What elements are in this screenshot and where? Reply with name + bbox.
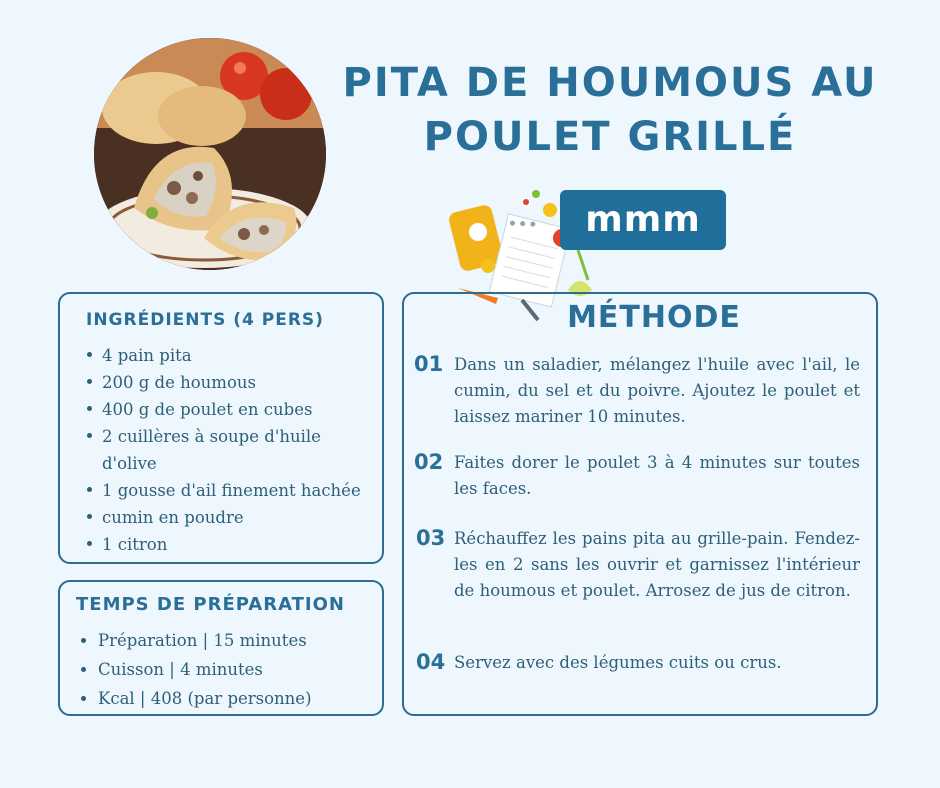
list-item: 1 citron: [78, 531, 368, 558]
list-item: Kcal | 408 (par personne): [76, 684, 376, 713]
prep-time-list: [76, 626, 376, 713]
list-item: Préparation | 15 minutes: [76, 626, 376, 655]
list-item: cumin en poudre: [78, 504, 368, 531]
step-number: 02: [414, 450, 444, 474]
step-number: 04: [416, 650, 446, 674]
recipe-title: PITA DE HOUMOUS AU POULET GRILLÉ: [342, 60, 878, 160]
method-box: [402, 292, 878, 716]
step-number: 01: [414, 352, 444, 376]
prep-time-box: [58, 580, 384, 716]
step-number: 03: [416, 526, 446, 550]
list-item: 2 cuillères à soupe d'huile d'olive: [78, 423, 368, 477]
step-text: Faites dorer le poulet 3 à 4 minutes sur toutes les faces.: [454, 453, 860, 498]
prep-time-title: TEMPS DE PRÉPARATION: [76, 594, 345, 615]
mmm-badge: mmm: [560, 190, 726, 250]
list-item: 400 g de poulet en cubes: [78, 396, 368, 423]
list-item: 200 g de houmous: [78, 369, 368, 396]
method-title: MÉTHODE: [567, 300, 741, 335]
pita-photo: [94, 38, 326, 270]
list-item: Cuisson | 4 minutes: [76, 655, 376, 684]
ingredients-title: INGRÉDIENTS (4 PERS): [86, 310, 324, 330]
ingredients-list: [78, 342, 368, 558]
ingredients-box: [58, 292, 384, 564]
step-text: Servez avec des légumes cuits ou crus.: [454, 653, 782, 672]
step-text: Dans un saladier, mélangez l'huile avec l'ail, le cumin, du sel et du poivre. Ajoutez le poulet et laissez mariner 10 minutes.: [454, 355, 860, 426]
step-text: Réchauffez les pains pita au grille-pain. Fendez-les en 2 sans les ouvrir et garnissez l'intérieur de houmous et poulet. Arrosez de jus de citron.: [454, 529, 860, 600]
list-item: 4 pain pita: [78, 342, 368, 369]
list-item: 1 gousse d'ail finement hachée: [78, 477, 368, 504]
